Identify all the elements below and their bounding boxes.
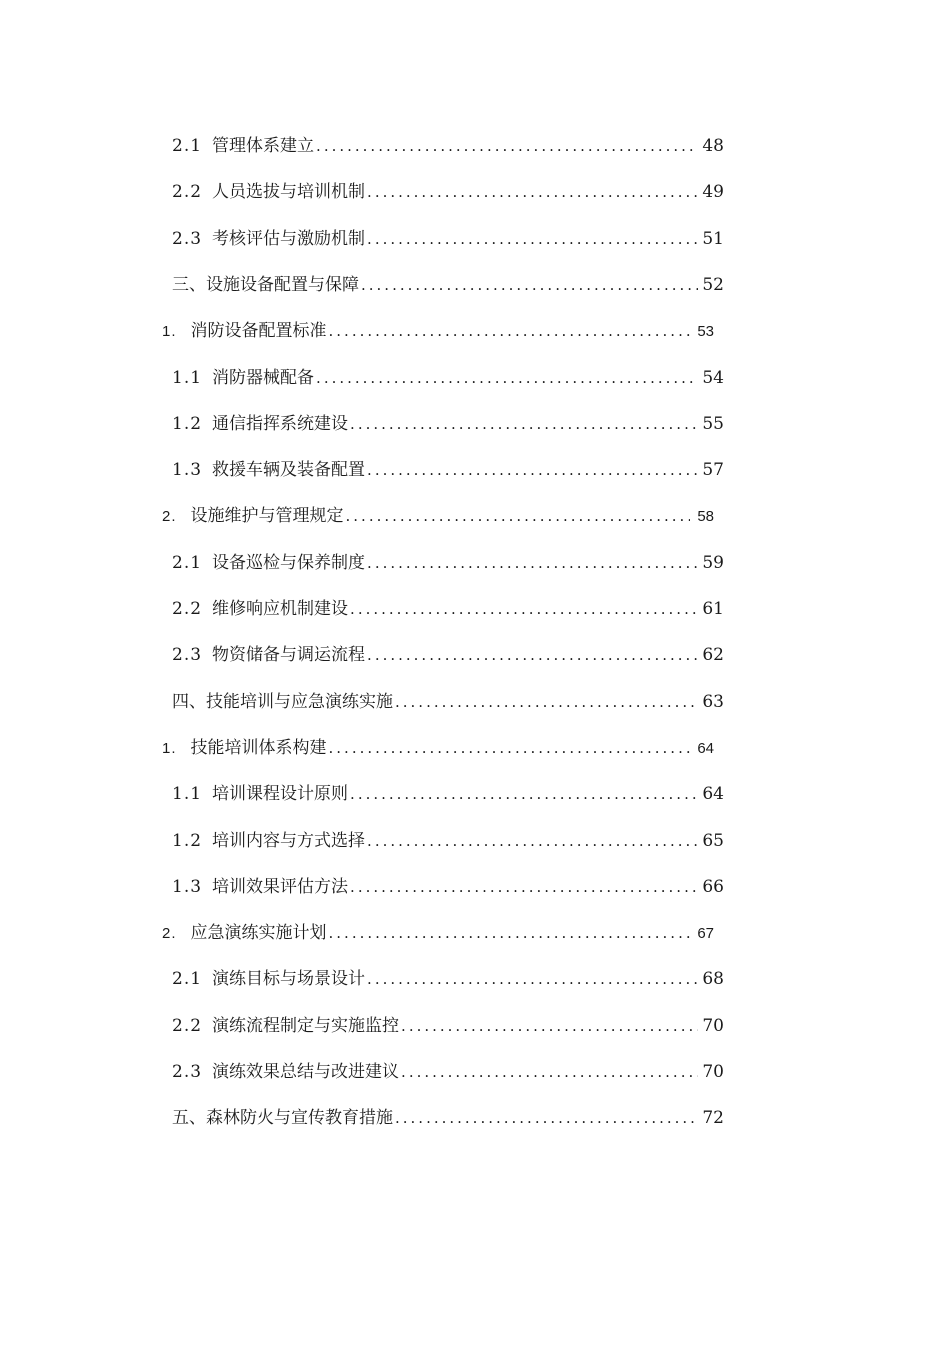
toc-entry-page-number: 61: [702, 599, 724, 619]
toc-entry-page-number: 62: [702, 645, 724, 666]
toc-entry-page-number: 53: [697, 323, 714, 341]
dot-leader: [395, 1103, 698, 1133]
toc-entry-title: 管理体系建立: [212, 136, 315, 156]
toc-entry-title: 培训效果评估方法: [212, 876, 349, 897]
toc-entry-title: 通信指挥系统建设: [212, 413, 349, 434]
toc-entry[interactable]: [162, 918, 714, 948]
toc-entry-number: 2.1: [172, 969, 203, 990]
toc-entry-title: 维修响应机制建设: [212, 599, 349, 619]
toc-entry-title: 培训内容与方式选择: [212, 830, 366, 851]
toc-entry[interactable]: [162, 733, 714, 763]
toc-entry-page-number: 51: [702, 228, 724, 249]
dot-leader: [367, 964, 698, 994]
toc-entry-number: 1.3: [172, 876, 203, 897]
toc-entry[interactable]: [172, 826, 724, 856]
dot-leader: [367, 455, 698, 485]
toc-entry[interactable]: [172, 548, 724, 578]
toc-entry-title: 演练效果总结与改进建议: [212, 1062, 400, 1082]
dot-leader: [367, 826, 698, 856]
toc-entry-page-number: 59: [702, 552, 724, 573]
toc-entry-number: 1.3: [172, 460, 203, 481]
toc-entry-page-number: 58: [697, 508, 714, 526]
toc-entry-number: 2.2: [172, 182, 203, 203]
toc-entry[interactable]: [162, 316, 714, 346]
dot-leader: [316, 363, 698, 393]
toc-entry-page-number: 48: [702, 136, 724, 156]
dot-leader: [346, 501, 690, 531]
toc-entry-title: 四、技能培训与应急演练实施: [172, 691, 393, 712]
dot-leader: [329, 316, 690, 346]
toc-entry-number: 2.2: [172, 599, 203, 619]
dot-leader: [329, 733, 690, 763]
toc-entry[interactable]: [172, 409, 724, 439]
toc-entry-number: 2.3: [172, 1062, 203, 1082]
toc-entry-title: 培训课程设计原则: [212, 784, 349, 805]
toc-entry-title: 设备巡检与保养制度: [212, 552, 366, 573]
toc-entry-page-number: 54: [702, 367, 724, 388]
toc-entry-page-number: 49: [702, 182, 724, 203]
toc-entry[interactable]: [172, 363, 724, 393]
dot-leader: [367, 640, 698, 670]
toc-entry-page-number: 65: [702, 830, 724, 851]
toc-entry-title: 人员选拔与培训机制: [212, 182, 366, 203]
toc-entry-title: 应急演练实施计划: [190, 923, 327, 944]
dot-leader: [367, 224, 698, 254]
toc-entry-number: 1.2: [172, 830, 203, 851]
toc-entry-number: 1.1: [172, 784, 203, 805]
toc-entry-title: 考核评估与激励机制: [212, 228, 366, 249]
toc-entry[interactable]: [172, 1011, 724, 1041]
toc-entry-title: 物资储备与调运流程: [212, 645, 366, 666]
toc-entry-number: 1.: [162, 739, 177, 757]
toc-entry-page-number: 67: [697, 925, 714, 943]
toc-entry-page-number: 52: [702, 274, 724, 295]
toc-entry-title: 消防设备配置标准: [190, 321, 327, 342]
toc-entry[interactable]: [162, 501, 714, 531]
toc-entry[interactable]: [172, 594, 724, 624]
dot-leader: [361, 270, 698, 300]
toc-entry-number: 2.3: [172, 645, 203, 666]
toc-entry-title: 三、设施设备配置与保障: [172, 274, 359, 295]
toc-entry-number: 2.1: [172, 136, 203, 156]
toc-entry-page-number: 72: [702, 1108, 724, 1129]
toc-entry-number: 1.: [162, 323, 177, 341]
toc-entry-title: 演练流程制定与实施监控: [212, 1015, 400, 1036]
toc-entry-page-number: 57: [702, 460, 724, 481]
toc-entry-title: 五、森林防火与宣传教育措施: [172, 1108, 393, 1129]
dot-leader: [401, 1011, 698, 1041]
toc-entry-number: 2.2: [172, 1015, 203, 1036]
toc-entry-title: 设施维护与管理规定: [190, 506, 344, 527]
toc-entry[interactable]: [172, 455, 724, 485]
dot-leader: [316, 131, 698, 161]
toc-entry-page-number: 55: [702, 413, 724, 434]
toc-entry-number: 1.2: [172, 413, 203, 434]
toc-entry[interactable]: [172, 872, 724, 902]
toc-entry[interactable]: [172, 640, 724, 670]
toc-entry-page-number: 66: [702, 876, 724, 897]
toc-entry[interactable]: [172, 1057, 724, 1087]
toc-entry-title: 救援车辆及装备配置: [212, 460, 366, 481]
dot-leader: [367, 548, 698, 578]
toc-entry[interactable]: [172, 177, 724, 207]
toc-entry[interactable]: [172, 1103, 724, 1133]
dot-leader: [350, 594, 698, 624]
toc-entry[interactable]: [172, 224, 724, 254]
toc-entry-page-number: 70: [702, 1015, 724, 1036]
toc-entry[interactable]: [172, 687, 724, 717]
dot-leader: [350, 779, 698, 809]
toc-entry-page-number: 63: [702, 691, 724, 712]
toc-entry[interactable]: [172, 270, 724, 300]
toc-entry-page-number: 68: [702, 969, 724, 990]
toc-entry[interactable]: [172, 131, 724, 161]
dot-leader: [395, 687, 698, 717]
toc-entry-page-number: 70: [702, 1062, 724, 1082]
toc-entry-title: 技能培训体系构建: [190, 737, 327, 758]
toc-entry-number: 2.1: [172, 552, 203, 573]
toc-entry-number: 2.: [162, 508, 177, 526]
dot-leader: [329, 918, 690, 948]
toc-entry[interactable]: [172, 779, 724, 809]
toc-entry-number: 1.1: [172, 367, 203, 388]
dot-leader: [350, 872, 698, 902]
toc-entry-title: 演练目标与场景设计: [212, 969, 366, 990]
dot-leader: [350, 409, 698, 439]
dot-leader: [367, 177, 698, 207]
toc-entry-page-number: 64: [697, 739, 714, 757]
toc-entry-title: 消防器械配备: [212, 367, 315, 388]
toc-entry[interactable]: [172, 964, 724, 994]
toc-entry-number: 2.: [162, 925, 177, 943]
dot-leader: [401, 1057, 698, 1087]
toc-entry-page-number: 64: [702, 784, 724, 805]
toc-entry-number: 2.3: [172, 228, 203, 249]
